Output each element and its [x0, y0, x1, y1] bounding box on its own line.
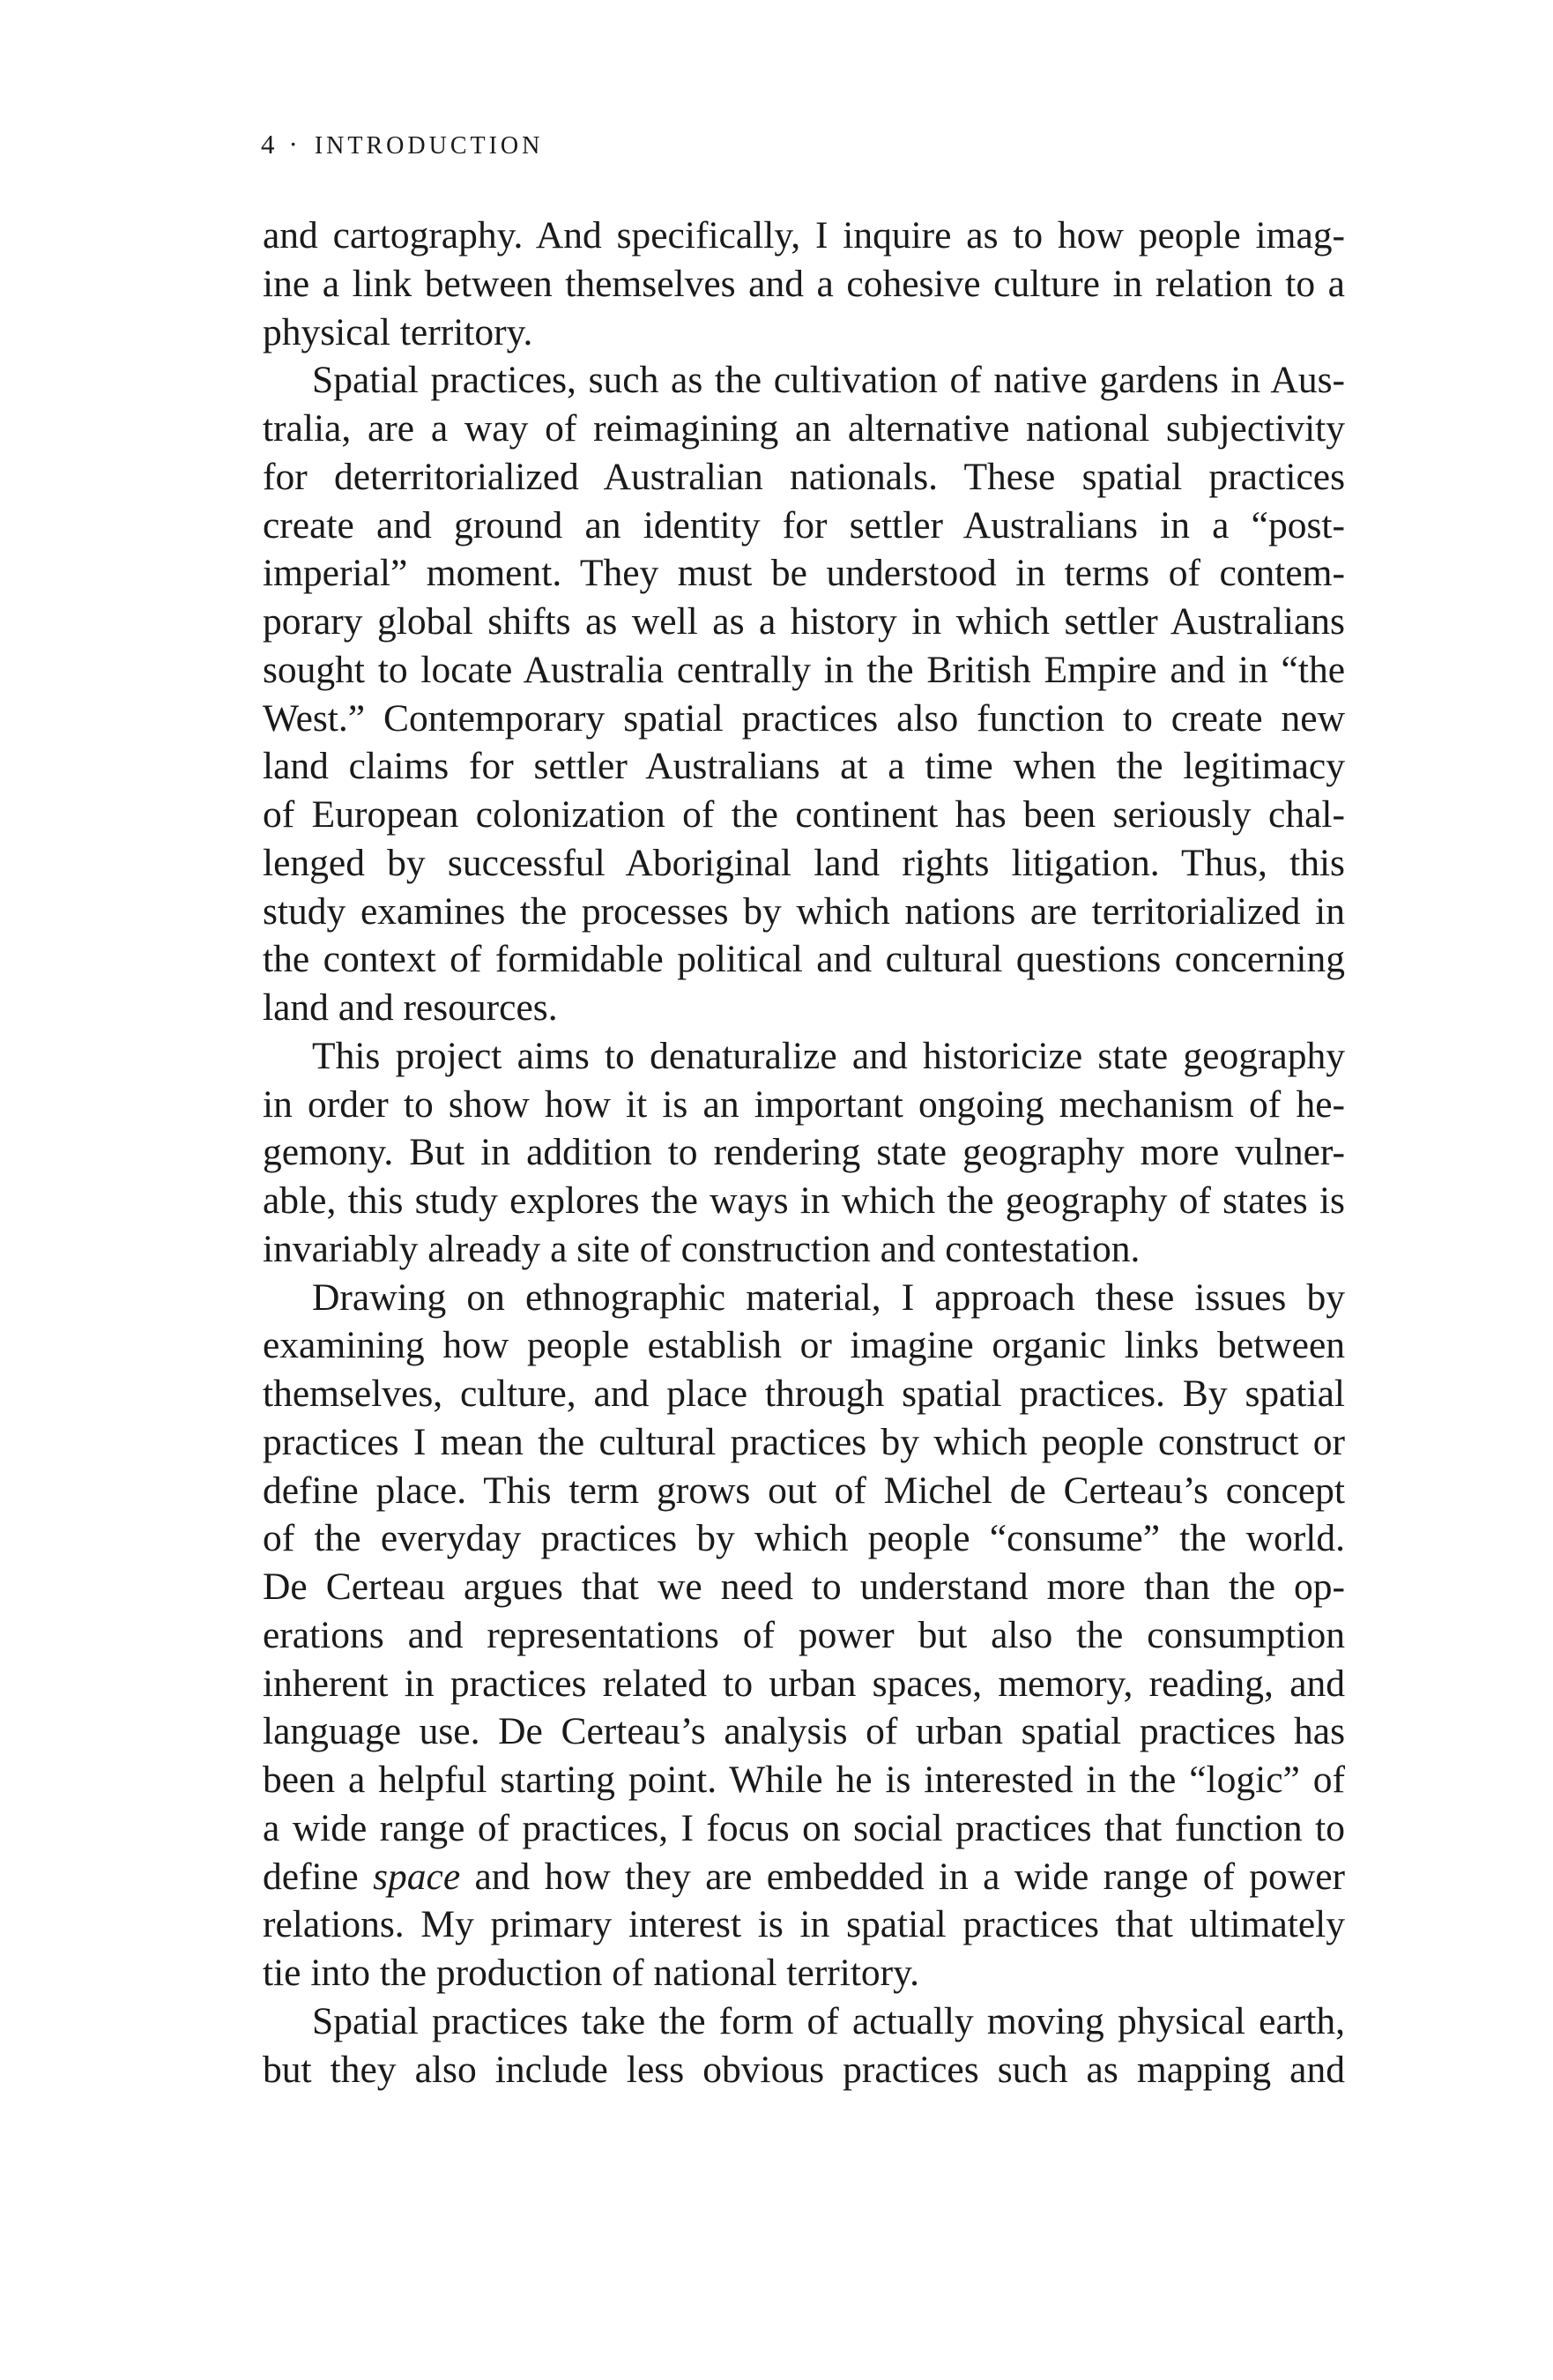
- text-segment: define: [263, 1855, 374, 1898]
- section-title: INTRODUCTION: [314, 132, 544, 160]
- text-line-with-emphasis: [263, 1853, 1345, 1901]
- running-head-separator: ·: [288, 129, 301, 160]
- text-line: study examines the processes by which nations are territorialized in: [263, 889, 1345, 933]
- text-line: been a helpful starting point. While he is interested in the “logic” of: [263, 1759, 1345, 1801]
- paragraph-start-line: Drawing on ethnographic material, I approach these issues by: [312, 1276, 1345, 1319]
- text-line: define place. This term grows out of Michel de Certeau’s concept: [263, 1469, 1345, 1512]
- text-line: but they also include less obvious practices such as mapping and: [263, 2048, 1345, 2091]
- text-line: invariably already a site of construction and contestation.: [263, 1227, 1141, 1270]
- text-line: in order to show how it is an important ongoing mechanism of he-: [263, 1082, 1345, 1126]
- text-line: De Certeau argues that we need to understand more than the op-: [263, 1566, 1345, 1608]
- text-line: lenged by successful Aboriginal land rights litigation. Thus, this: [263, 841, 1345, 884]
- text-line: imperial” moment. They must be understood in terms of contem-: [263, 552, 1345, 595]
- text-line: tie into the production of national territory.: [263, 1952, 919, 1994]
- paragraph-start-line: This project aims to denaturalize and historicize state geography: [312, 1034, 1345, 1077]
- text-line: examining how people establish or imagine organic links between: [263, 1324, 1345, 1367]
- text-line: create and ground an identity for settler Australians in a “post-: [263, 503, 1345, 547]
- text-line: of the everyday practices by which people “consume” the world.: [263, 1517, 1345, 1560]
- text-line: gemony. But in addition to rendering state geography more vulner-: [263, 1131, 1345, 1174]
- emphasized-term: space: [373, 1855, 461, 1898]
- text-line: a wide range of practices, I focus on social practices that function to: [263, 1806, 1345, 1849]
- text-line: erations and representations of power but also the consumption: [263, 1613, 1345, 1656]
- text-line: relations. My primary interest is in spatial practices that ultimately: [263, 1903, 1345, 1946]
- paragraph-start-line: Spatial practices take the form of actually moving physical earth,: [312, 1999, 1345, 2042]
- text-line: of European colonization of the continent has been seriously chal-: [263, 793, 1345, 836]
- text-line: ine a link between themselves and a cohesive culture in relation to a: [263, 262, 1345, 305]
- text-line: themselves, culture, and place through spatial practices. By spatial: [263, 1372, 1345, 1415]
- text-line: physical territory.: [263, 310, 533, 353]
- running-head: [261, 127, 543, 164]
- text-line: the context of formidable political and cultural questions concerning: [263, 938, 1345, 981]
- text-line: sought to locate Australia centrally in the British Empire and in “the: [263, 648, 1345, 691]
- text-line: land claims for settler Australians at a time when the legitimacy: [263, 745, 1345, 788]
- text-line: inherent in practices related to urban spaces, memory, reading, and: [263, 1662, 1345, 1705]
- paragraph-start-line: Spatial practices, such as the cultivation of native gardens in Aus-: [312, 359, 1345, 402]
- text-line: for deterritorialized Australian nationals. These spatial practices: [263, 455, 1345, 498]
- text-line: tralia, are a way of reimagining an alternative national subjectivity: [263, 407, 1345, 450]
- text-line: practices I mean the cultural practices by which people construct or: [263, 1420, 1345, 1463]
- text-line: language use. De Certeau’s analysis of urban spatial practices has: [263, 1710, 1345, 1753]
- text-line: West.” Contemporary spatial practices also function to create new: [263, 696, 1345, 740]
- text-line: porary global shifts as well as a history in which settler Australians: [263, 600, 1345, 643]
- page-number: 4: [261, 129, 275, 160]
- text-line: land and resources.: [263, 986, 558, 1029]
- text-line: able, this study explores the ways in which the geography of states is: [263, 1179, 1345, 1222]
- text-line: and cartography. And specifically, I inquire as to how people imag-: [263, 214, 1345, 257]
- body-text: [263, 212, 1345, 2094]
- text-segment: and how they are embedded in a wide range of power: [460, 1855, 1346, 1898]
